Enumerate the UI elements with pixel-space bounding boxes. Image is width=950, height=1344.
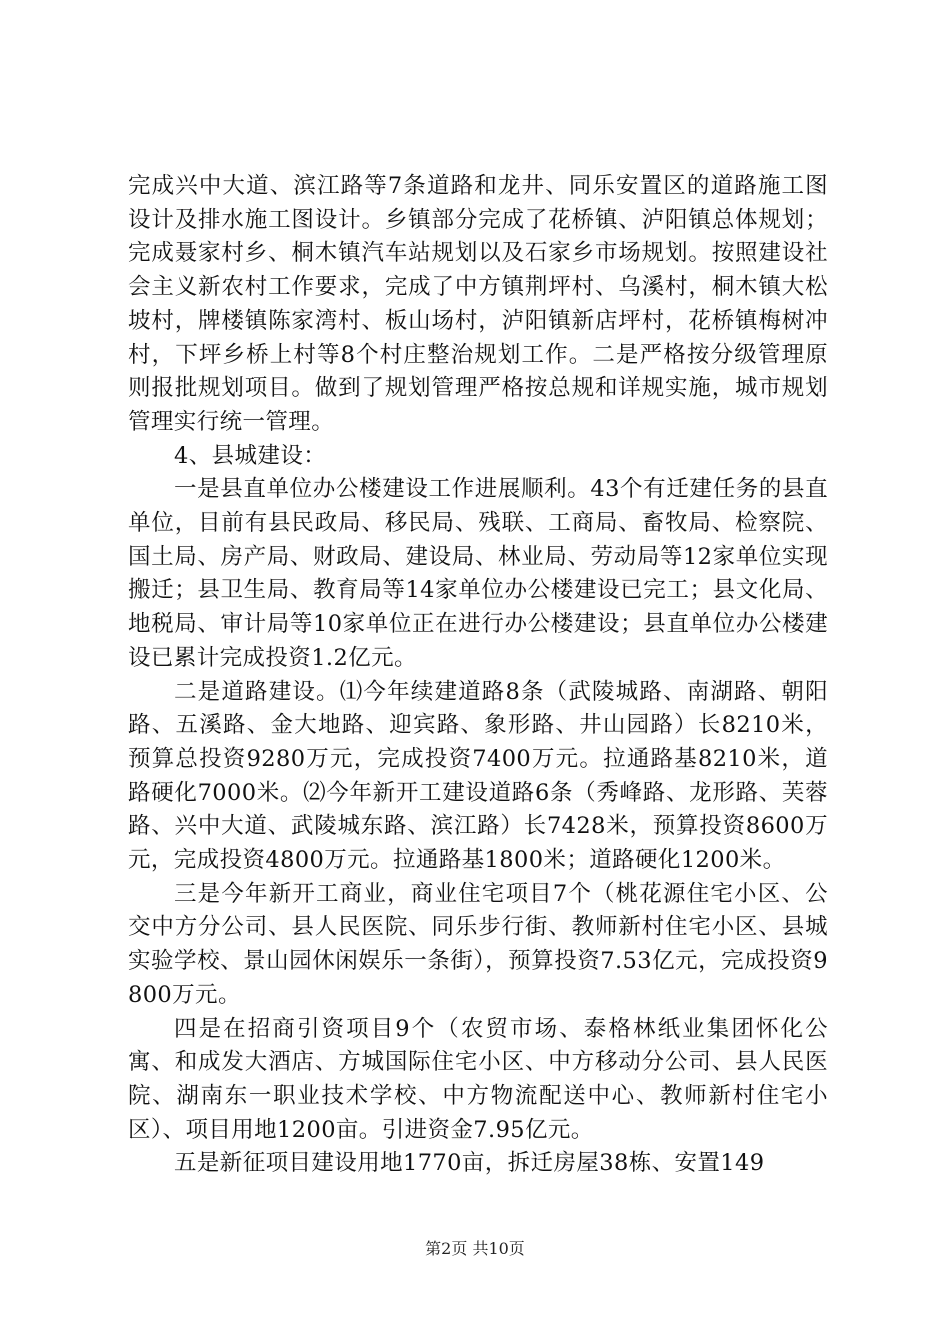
document-body (128, 170, 828, 1181)
paragraph-investment-projects: 四是在招商引资项目9个（农贸市场、泰格林纸业集团怀化公寓、和成发大酒店、方城国际住宅小区、中方移动分公司、县人民医院、湖南东一职业技术学校、中方物流配送中心、教师新村住宅小区）、项目用地1200亩。引进资金7.95亿元。 (128, 1015, 828, 1143)
paragraph-planning-continued: 完成兴中大道、滨江路等7条道路和龙井、同乐安置区的道路施工图设计及排水施工图设计。乡镇部分完成了花桥镇、泸阳镇总体规划；完成聂家村乡、桐木镇汽车站规划以及石家乡市场规划。按照建设社会主义新农村工作要求，完成了中方镇荆坪村、乌溪村，桐木镇大松坡村，牌楼镇陈家湾村、板山场村，泸阳镇新店坪村，花桥镇梅树冲村，下坪乡桥上村等8个村庄整治规划工作。二是严格按分级管理原则报批规划项目。做到了规划管理严格按总规和详规实施，城市规划管理实行统一管理。 (128, 173, 828, 435)
paragraph-commercial-projects: 三是今年新开工商业，商业住宅项目7个（桃花源住宅小区、公交中方分公司、县人民医院、同乐步行街、教师新村住宅小区、县城实验学校、景山园休闲娱乐一条街），预算投资7.53亿元，完成投资9800万元。 (128, 880, 828, 1008)
page-number-label: 第2页 共10页 (425, 1239, 525, 1258)
paragraph-land-acquisition: 五是新征项目建设用地1770亩，拆迁房屋38栋、安置149 (174, 1150, 765, 1177)
paragraph-office-buildings: 一是县直单位办公楼建设工作进展顺利。43个有迁建任务的县直单位，目前有县民政局、移民局、残联、工商局、畜牧局、检察院、国土局、房产局、财政局、建设局、林业局、劳动局等12家单位实现搬迁；县卫生局、教育局等14家单位办公楼建设已完工；县文化局、地税局、审计局等10家单位正在进行办公楼建设；县直单位办公楼建设已累计完成投资1.2亿元。 (128, 476, 828, 671)
section-heading-county-construction: 4、县城建设： (174, 442, 327, 469)
page-footer (0, 1238, 950, 1260)
paragraph-road-construction: 二是道路建设。⑴今年续建道路8条（武陵城路、南湖路、朝阳路、五溪路、金大地路、迎宾路、象形路、井山园路）长8210米，预算总投资9280万元，完成投资7400万元。拉通路基8210米，道路硬化7000米。⑵今年新开工建设道路6条（秀峰路、龙形路、芙蓉路、兴中大道、武陵城东路、滨江路）长7428米，预算投资8600万元，完成投资4800万元。拉通路基1800米；道路硬化1200米。 (128, 678, 828, 874)
